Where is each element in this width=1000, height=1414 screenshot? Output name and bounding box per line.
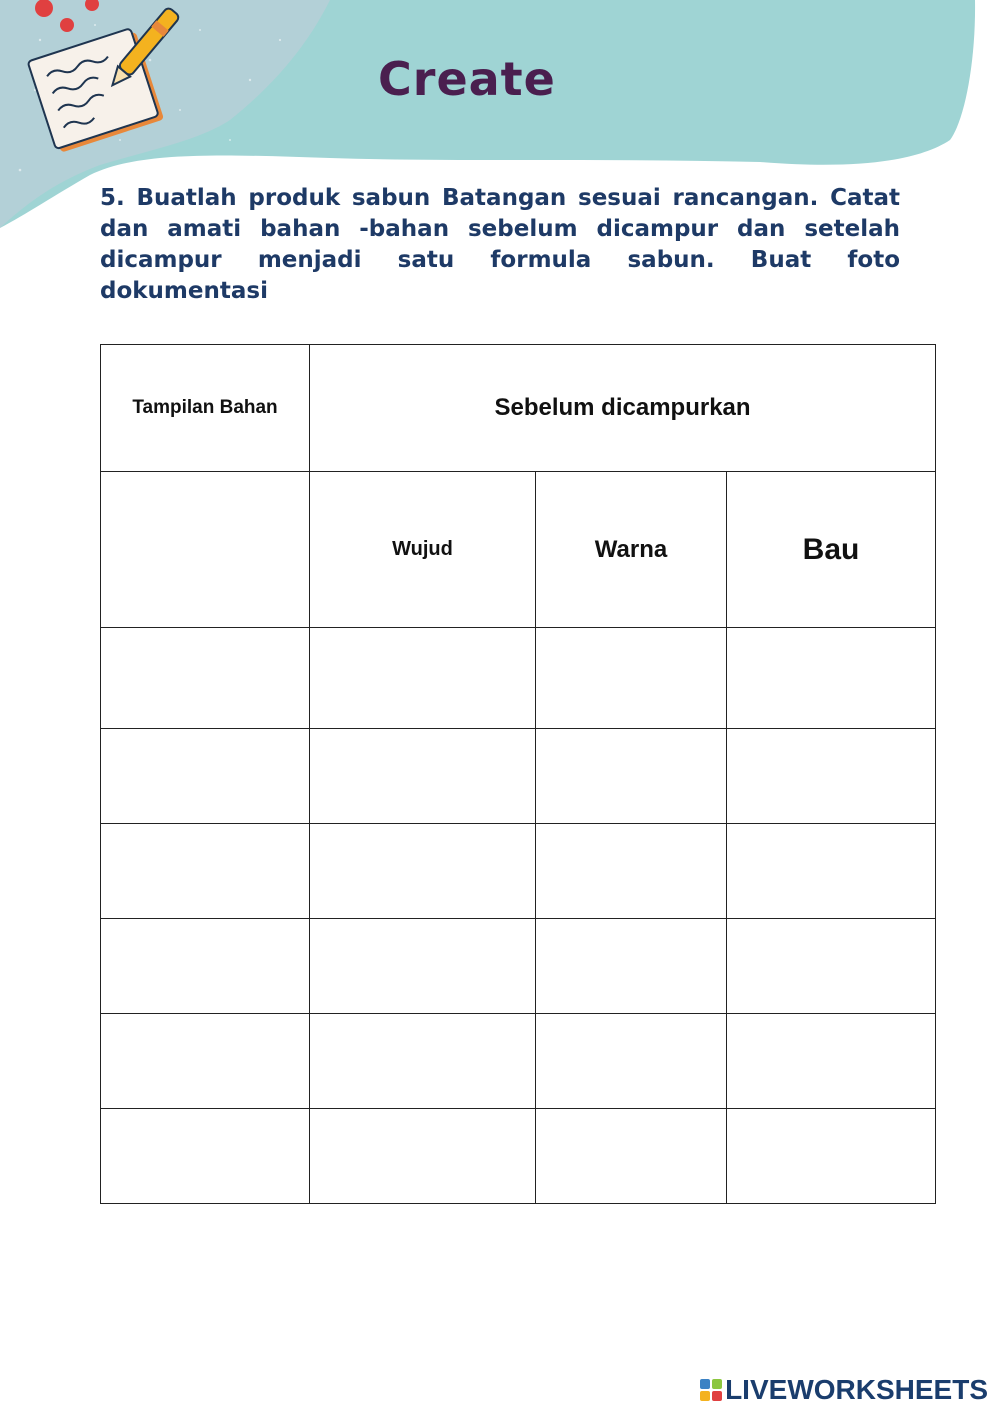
table-cell[interactable] [536,628,727,729]
table-cell[interactable] [310,919,536,1014]
table-row [101,628,936,729]
table-row [101,824,936,919]
table-cell[interactable] [536,1109,727,1204]
table-cell[interactable] [101,729,310,824]
table-cell[interactable] [101,1014,310,1109]
table-cell[interactable] [536,919,727,1014]
table-row [101,1014,936,1109]
table-cell[interactable] [727,919,936,1014]
table-header-row [101,345,936,472]
observation-table [100,344,936,1204]
table-row [101,729,936,824]
table-cell[interactable] [310,1109,536,1204]
table-cell[interactable] [536,729,727,824]
table-row [101,919,936,1014]
table-subheader-row [101,472,936,628]
table-cell[interactable] [727,1109,936,1204]
table-cell[interactable] [310,628,536,729]
table-cell[interactable] [101,472,310,628]
brand-text: LIVEWORKSHEETS [725,1374,988,1405]
liveworksheets-logo-icon [700,1379,722,1401]
table-cell[interactable] [310,729,536,824]
liveworksheets-brand[interactable] [700,1374,988,1406]
page-title: Create [378,52,556,106]
table-cell[interactable] [310,1014,536,1109]
header-bau: Bau [727,472,936,628]
table-cell[interactable] [101,824,310,919]
table-cell[interactable] [310,824,536,919]
header-sebelum-dicampurkan: Sebelum dicampurkan [310,345,936,472]
table-cell[interactable] [536,824,727,919]
header-tampilan-bahan: Tampilan Bahan [101,345,310,472]
table-cell[interactable] [101,628,310,729]
table-cell[interactable] [101,1109,310,1204]
table-cell[interactable] [727,729,936,824]
table-row [101,1109,936,1204]
table-cell[interactable] [727,628,936,729]
instruction-text: 5. Buatlah produk sabun Batangan sesuai rancangan. Catat dan amati bahan -bahan sebelum dicampur dan setelah dicampur menjadi satu formula sabun. Buat foto dokumentasi [100,185,900,304]
table-cell[interactable] [727,1014,936,1109]
notebook-pen-icon [22,0,182,160]
header-wujud: Wujud [310,472,536,628]
table-cell[interactable] [536,1014,727,1109]
header-warna: Warna [536,472,727,628]
table-cell[interactable] [101,919,310,1014]
table-cell[interactable] [727,824,936,919]
